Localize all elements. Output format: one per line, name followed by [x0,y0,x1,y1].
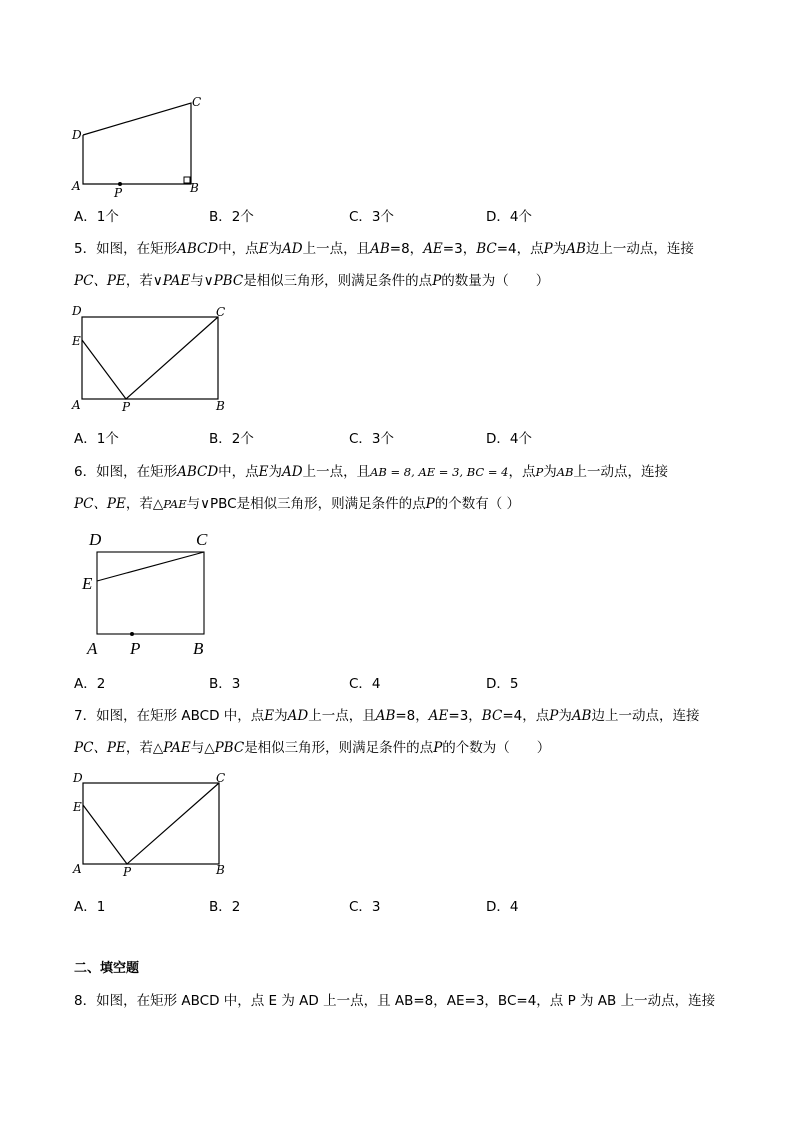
q6-option-b: B．3 [209,676,241,692]
label-p: P [130,639,141,658]
label-c: C [192,95,202,109]
q6-line1: 6．如图，在矩形ABCD中，点E为AD上一点，且AB = 8, AE = 3, BC = 4，点P为AB上一动点，连接 [74,464,668,480]
q6-option-c: C．4 [349,676,381,692]
label-a: A [72,398,81,412]
q4-option-d: D．4个 [486,209,532,225]
figure-q6-rect [97,552,204,634]
label-p: P [114,186,123,198]
figure-q4 [66,92,216,198]
q5-option-a: A．1个 [74,431,119,447]
figure-q5 [66,302,236,418]
figure-q4-outline [83,103,191,184]
label-e: E [82,574,93,593]
label-e: E [73,800,82,814]
figure-q5-segments [82,317,218,399]
label-d: D [89,530,102,549]
figure-q5-rect [82,317,218,399]
q4-option-a: A．1个 [74,209,119,225]
figure-q7-rect [83,783,219,864]
label-b: B [216,863,225,877]
label-b: B [190,181,199,195]
q7-option-c: C．3 [349,899,381,915]
q4-option-c: C．3个 [349,209,395,225]
label-a: A [72,179,81,193]
label-d: D [72,128,82,142]
label-p: P [123,865,132,879]
label-b: B [193,639,204,658]
q7-option-b: B．2 [209,899,241,915]
label-a: A [73,862,82,876]
segment-ec [97,552,204,581]
figure-q6 [76,526,226,660]
q5-option-b: B．2个 [209,431,254,447]
q5-line1: 5．如图，在矩形ABCD中，点E为AD上一点，且AB=8，AE=3，BC=4，点P为AB边上一动点，连接 [74,241,694,257]
label-d: D [73,771,83,785]
section-heading-fill-in: 二、填空题 [74,961,140,976]
label-b: B [216,399,225,413]
figure-q7-segments [83,783,219,864]
q6-option-a: A．2 [74,676,106,692]
q6-option-d: D．5 [486,676,519,692]
point-p-dot [130,632,134,636]
q7-line1: 7．如图，在矩形 ABCD 中，点E为AD上一点，且AB=8，AE=3，BC=4，点P为AB边上一动点，连接 [74,708,700,724]
label-c: C [216,305,226,319]
label-d: D [72,304,82,318]
q7-option-d: D．4 [486,899,519,915]
q5-option-d: D．4个 [486,431,532,447]
q5-option-c: C．3个 [349,431,395,447]
figure-q7 [66,768,236,884]
q7-line2: PC、PE，若△PAE与△PBC是相似三角形，则满足条件的点P的个数为（ ） [74,740,551,756]
q4-option-b: B．2个 [209,209,254,225]
q7-option-a: A．1 [74,899,106,915]
label-e: E [72,334,81,348]
q5-line2: PC、PE，若∨PAE与∨PBC是相似三角形，则满足条件的点P的数量为（ ） [74,273,550,289]
q6-line2: PC、PE，若△PAE与∨PBC是相似三角形，则满足条件的点P的个数有（ ） [74,496,521,512]
label-p: P [122,400,131,414]
label-c: C [196,530,208,549]
label-c: C [216,771,226,785]
q8-line1: 8．如图，在矩形 ABCD 中，点 E 为 AD 上一点，且 AB=8，AE=3，BC=4，点 P 为 AB 上一动点，连接 [74,993,716,1009]
label-a: A [87,639,98,658]
